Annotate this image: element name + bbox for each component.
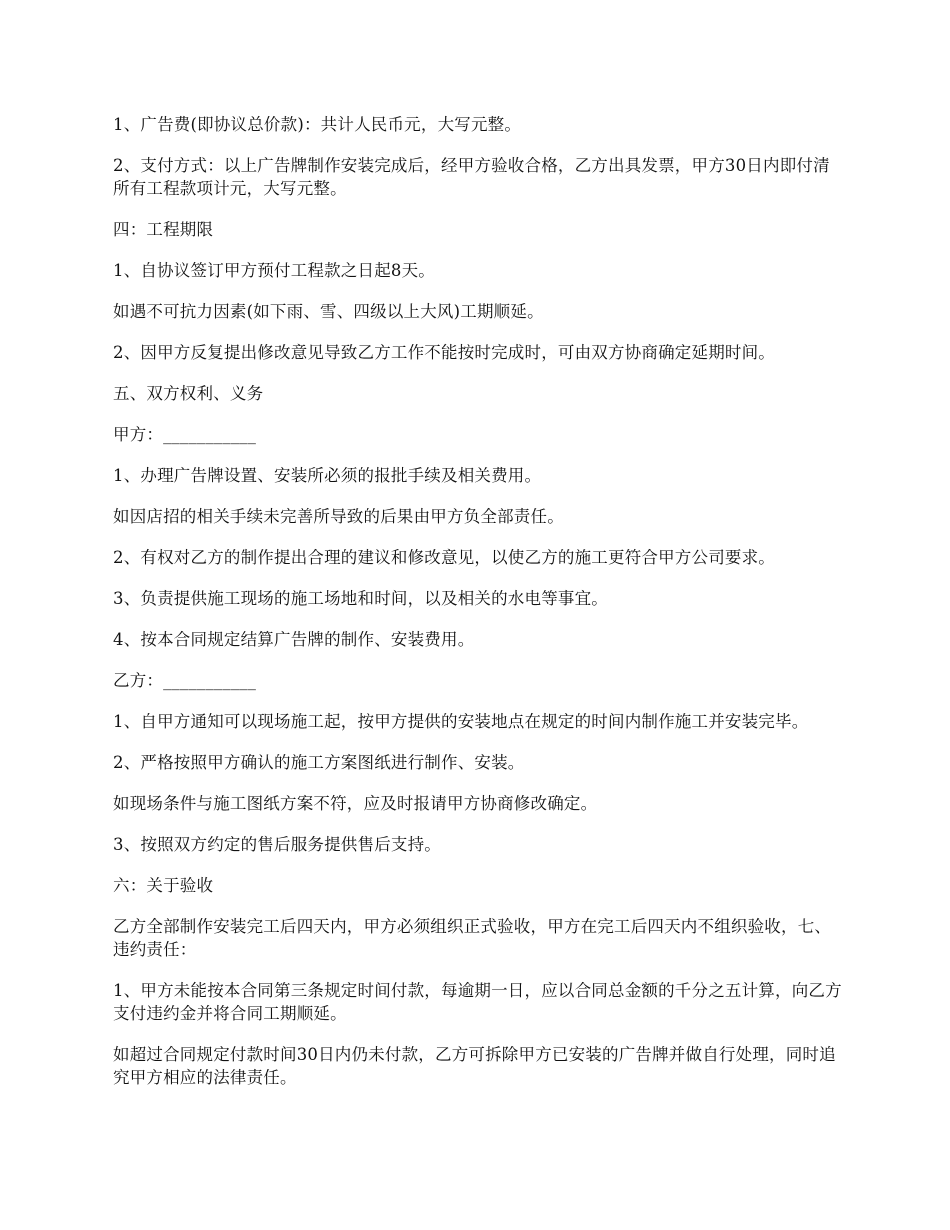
- paragraph-late-payment: 1、甲方未能按本合同第三条规定时间付款，每逾期一日，应以合同总金额的千分之五计算，向乙方支付违约金并将合同工期顺延。: [113, 981, 842, 1023]
- document-body: [113, 113, 843, 1107]
- paragraph-party-a-settlement: 4、按本合同规定结算广告牌的制作、安装费用。: [113, 630, 475, 649]
- section-heading-schedule: 四：工程期限: [113, 220, 214, 239]
- paragraph-force-majeure: 如遇不可抗力因素(如下雨、雪、四级以上大风)工期顺延。: [113, 302, 544, 321]
- paragraph-payment-method: 2、支付方式：以上广告牌制作安装完成后，经甲方验收合格，乙方出具发票，甲方30日内即付清所有工程款项计元，大写元整。: [113, 156, 830, 198]
- paragraph-party-b-drawings: 2、严格按照甲方确认的施工方案图纸进行制作、安装。: [113, 753, 525, 772]
- section-heading-acceptance: 六：关于验收: [113, 876, 214, 895]
- paragraph-party-a-site: 3、负责提供施工现场的施工场地和时间，以及相关的水电等事宜。: [113, 589, 608, 608]
- paragraph-ad-fee: 1、广告费(即协议总价款)：共计人民币元，大写元整。: [113, 115, 522, 134]
- paragraph-party-b-site-mismatch: 如现场条件与施工图纸方案不符，应及时报请甲方协商修改确定。: [113, 794, 598, 813]
- paragraph-acceptance: 乙方全部制作安装完工后四天内，甲方必须组织正式验收，甲方在完工后四天内不组织验收，七、违约责任：: [113, 917, 832, 959]
- section-heading-rights: 五、双方权利、义务: [113, 384, 264, 403]
- paragraph-party-b-aftersales: 3、按照双方约定的售后服务提供售后支持。: [113, 835, 441, 854]
- party-a-label: 甲方：___________: [113, 425, 257, 444]
- paragraph-party-b-construction: 1、自甲方通知可以现场施工起，按甲方提供的安装地点在规定的时间内制作施工并安装完毕。: [113, 712, 809, 731]
- paragraph-party-a-permits: 1、办理广告牌设置、安装所必须的报批手续及相关费用。: [113, 466, 542, 485]
- paragraph-schedule-days: 1、自协议签订甲方预付工程款之日起8天。: [113, 261, 435, 280]
- paragraph-delay-negotiation: 2、因甲方反复提出修改意见导致乙方工作不能按时完成时，可由双方协商确定延期时间。: [113, 343, 775, 362]
- paragraph-party-a-suggestions: 2、有权对乙方的制作提出合理的建议和修改意见，以使乙方的施工更符合甲方公司要求。: [113, 548, 775, 567]
- paragraph-party-a-liability: 如因店招的相关手续未完善所导致的后果由甲方负全部责任。: [113, 507, 564, 526]
- paragraph-nonpayment-removal: 如超过合同规定付款时间30日内仍未付款，乙方可拆除甲方已安装的广告牌并做自行处理，同时追究甲方相应的法律责任。: [113, 1045, 836, 1087]
- party-b-label: 乙方：___________: [113, 671, 257, 690]
